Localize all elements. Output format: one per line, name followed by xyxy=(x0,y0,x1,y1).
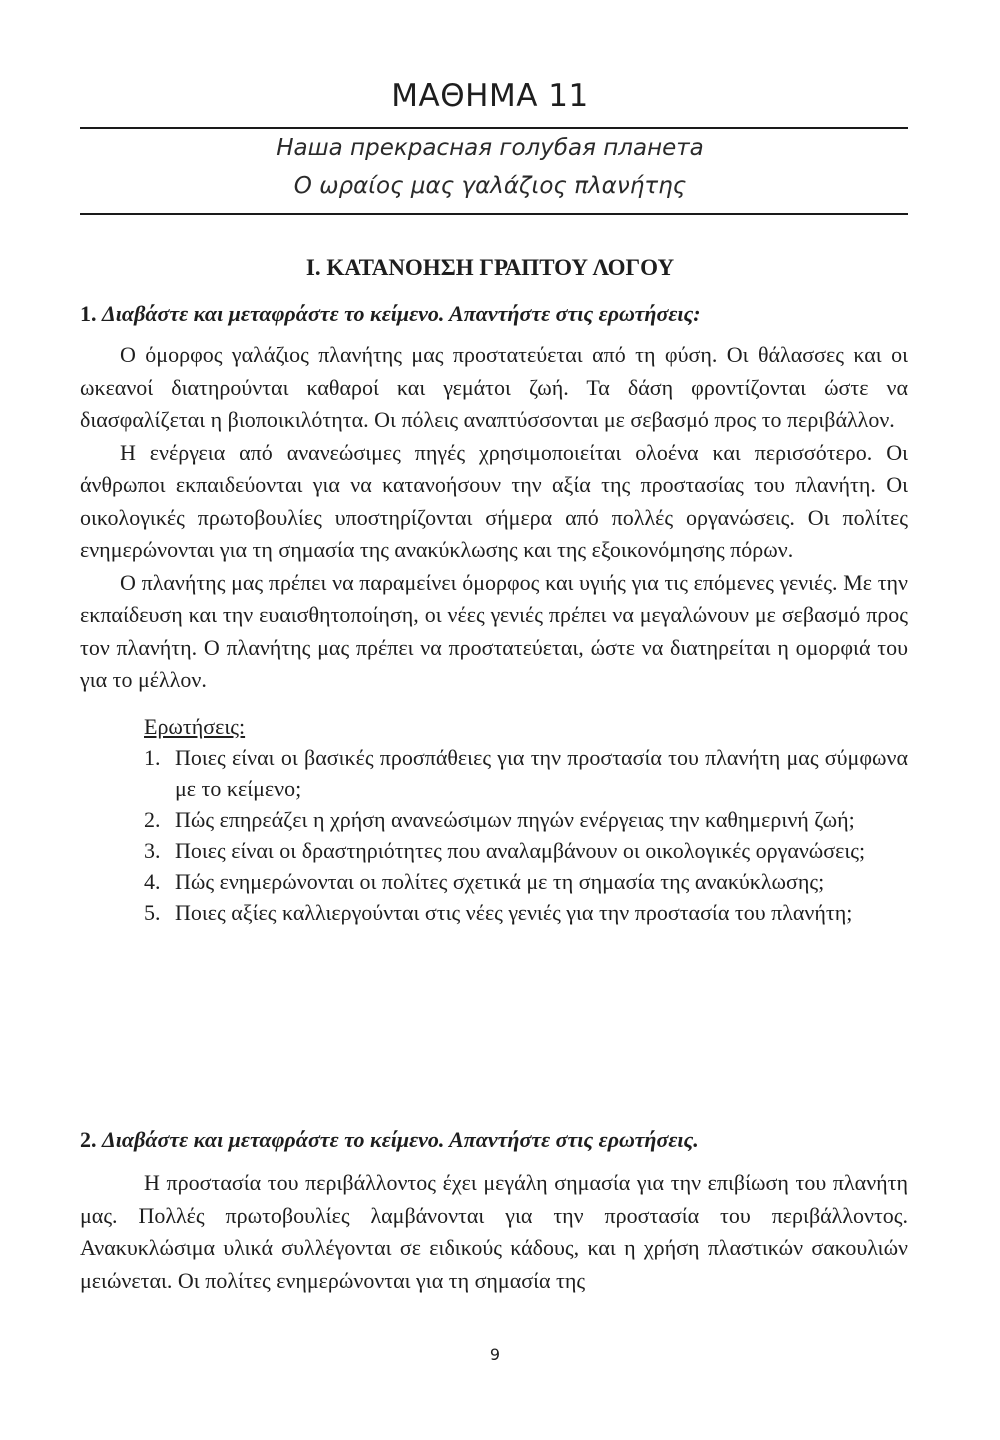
questions-label: Ερωτήσεις: xyxy=(144,713,246,739)
lesson-subtitle-greek: Ο ωραίος μας γαλάζιος πλανήτης xyxy=(293,173,687,199)
questions-list xyxy=(144,742,908,928)
exercise-2-number: 2. xyxy=(80,1127,97,1152)
title-rule-top xyxy=(80,127,908,129)
question-text: Ποιες είναι οι δραστηριότητες που αναλαμβάνουν οι οικολογικές οργανώσεις; xyxy=(175,837,866,863)
exercise-2-heading xyxy=(80,1125,908,1155)
question-item xyxy=(144,866,908,897)
exercise-2 xyxy=(80,1125,908,1297)
question-number: 5. xyxy=(144,899,161,925)
question-number: 4. xyxy=(144,868,161,894)
exercise-1-paragraph-1: Ο όμορφος γαλάζιος πλανήτης μας προστατεύεται από τη φύση. Οι θάλασσες και οι ωκεανοί διατηρούνται καθαροί και γεμάτοι ζωή. Τα δάση φροντίζονται ώστε να διασφαλίζεται η βιοποικιλότητα. Οι πόλεις αναπτύσσονται με σεβασμό προς το περιβάλλον. xyxy=(80,342,908,432)
exercise-1-number: 1. xyxy=(80,301,97,326)
exercise-2-paragraph: Η προστασία του περιβάλλοντος έχει μεγάλη σημασία για την επιβίωση του πλανήτη μας. Πολλές πρωτοβουλίες λαμβάνονται για την προστασία του περιβάλλοντος. Ανακυκλώσιμα υλικά συλλέγονται σε ειδικούς κάδους, και η χρήση πλαστικών σακουλιών μειώνεται. Οι πολίτες ενημερώνονται για τη σημασία της xyxy=(80,1170,908,1293)
question-number: 3. xyxy=(144,837,161,863)
lesson-title: ΜΑΘΗΜΑ 11 xyxy=(391,78,589,114)
question-text: Πώς επηρεάζει η χρήση ανανεώσιμων πηγών ενέργειας την καθημερινή ζωή; xyxy=(175,806,855,832)
exercise-1-heading xyxy=(80,299,908,329)
question-item xyxy=(144,742,908,804)
question-text: Πώς ενημερώνονται οι πολίτες σχετικά με τη σημασία της ανακύκλωσης; xyxy=(175,868,825,894)
exercise-1 xyxy=(80,299,908,928)
exercise-1-paragraph-3: Ο πλανήτης μας πρέπει να παραμείνει όμορφος και υγιής για τις επόμενες γενιές. Με την εκπαίδευση και την ευαισθητοποίηση, οι νέες γενιές πρέπει να μεγαλώνουν με σεβασμό προς τον πλανήτη. Ο πλανήτης μας πρέπει να προστατεύεται, ώστε να διατηρείται η ομορφιά του για το μέλλον. xyxy=(80,569,908,692)
question-item xyxy=(144,835,908,866)
lesson-subtitle-russian: Наша прекрасная голубая планета xyxy=(276,135,704,161)
section-heading: Ι. ΚΑΤΑΝΟΗΣΗ ΓΡΑΠΤΟΥ ΛΟΓΟΥ xyxy=(305,255,675,280)
question-text: Ποιες είναι οι βασικές προσπάθειες για την προστασία του πλανήτη μας σύμφωνα με το κείμενο; xyxy=(175,744,908,801)
exercise-1-paragraph-2: Η ενέργεια από ανανεώσιμες πηγές χρησιμοποιείται ολοένα και περισσότερο. Οι άνθρωποι εκπαιδεύονται για να κατανοήσουν την αξία της προστασίας του πλανήτη. Οι οικολογικές πρωτοβουλίες υποστηρίζονται σήμερα από πολλές οργανώσεις. Οι πολίτες ενημερώνονται για τη σημασία της ανακύκλωσης και της εξοικονόμησης πόρων. xyxy=(80,439,908,562)
exercise-1-instruction: Διαβάστε και μεταφράστε το κείμενο. Απαντήστε στις ερωτήσεις: xyxy=(102,301,701,326)
question-number: 2. xyxy=(144,806,161,832)
questions-block xyxy=(144,712,908,928)
exercise-2-instruction: Διαβάστε και μεταφράστε το κείμενο. Απαντήστε στις ερωτήσεις. xyxy=(102,1127,699,1152)
question-item xyxy=(144,897,908,928)
question-number: 1. xyxy=(144,744,161,770)
question-item xyxy=(144,804,908,835)
title-rule-bottom xyxy=(80,213,908,215)
page-number: 9 xyxy=(489,1345,501,1364)
question-text: Ποιες αξίες καλλιεργούνται στις νέες γενιές για την προστασία του πλανήτη; xyxy=(175,899,853,925)
